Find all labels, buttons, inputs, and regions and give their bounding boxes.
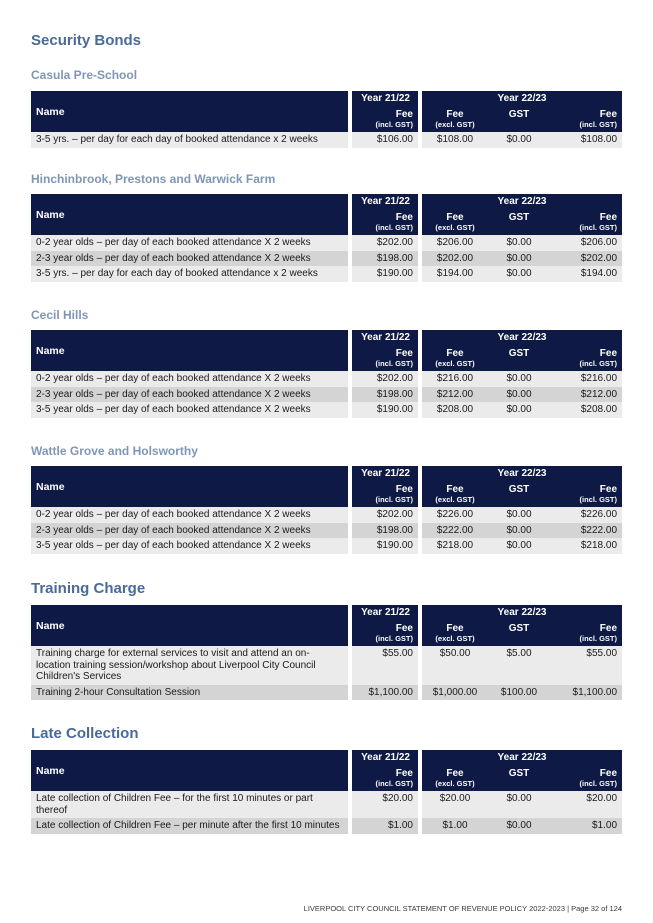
incl-gst-label: (incl. GST) (550, 779, 622, 791)
fee-excl-header: Fee (422, 345, 488, 359)
table-row (31, 387, 622, 403)
fee-description: 2-3 year olds – per day of each booked attendance X 2 weeks (31, 251, 348, 267)
fee-table-training (31, 605, 622, 700)
year-curr-header: Year 22/23 (422, 605, 622, 620)
fee-prev-header: Fee (352, 345, 418, 359)
fee-excl-gst: $208.00 (422, 402, 488, 418)
incl-gst-label: (incl. GST) (352, 223, 418, 235)
fee-incl-gst: $108.00 (550, 132, 622, 148)
fee-excl-header: Fee (422, 620, 488, 634)
gst-header: GST (488, 620, 550, 634)
subtitle-casula: Casula Pre-School (31, 68, 138, 82)
gst-amount: $0.00 (488, 818, 550, 834)
gst-header: GST (488, 106, 550, 120)
gst-amount: $5.00 (488, 646, 550, 685)
gst-amount: $0.00 (488, 507, 550, 523)
table-row (31, 791, 622, 818)
gst-header: GST (488, 209, 550, 223)
excl-gst-label: (excl. GST) (422, 120, 488, 132)
fee-description: 3-5 year olds – per day of each booked attendance X 2 weeks (31, 538, 348, 554)
gst-amount: $0.00 (488, 132, 550, 148)
fee-prev-incl-gst: $190.00 (352, 538, 418, 554)
fee-prev-incl-gst: $190.00 (352, 266, 418, 282)
fee-incl-gst: $194.00 (550, 266, 622, 282)
table-row (31, 371, 622, 387)
name-column-header: Name (31, 330, 348, 371)
fee-excl-gst: $216.00 (422, 371, 488, 387)
fee-excl-gst: $1,000.00 (422, 685, 488, 701)
fee-prev-incl-gst: $106.00 (352, 132, 418, 148)
gst-amount: $0.00 (488, 266, 550, 282)
table-row (31, 235, 622, 251)
gst-amount: $0.00 (488, 538, 550, 554)
fee-prev-incl-gst: $20.00 (352, 791, 418, 818)
excl-gst-label: (excl. GST) (422, 779, 488, 791)
incl-gst-label: (incl. GST) (352, 359, 418, 371)
fee-table-late-collection (31, 750, 622, 834)
fee-incl-gst: $1,100.00 (550, 685, 622, 701)
year-prev-header: Year 21/22 (352, 194, 418, 209)
excl-gst-label: (excl. GST) (422, 223, 488, 235)
fee-table-wattle-grove (31, 466, 622, 554)
fee-table-casula (31, 91, 622, 148)
fee-excl-gst: $222.00 (422, 523, 488, 539)
fee-excl-gst: $1.00 (422, 818, 488, 834)
fee-description: 0-2 year olds – per day of each booked attendance X 2 weeks (31, 371, 348, 387)
fee-incl-gst: $218.00 (550, 538, 622, 554)
fee-description: Training charge for external services to visit and attend an on-location training session/workshop about Liverpool City Council Children's Services (31, 646, 348, 685)
fee-incl-gst: $222.00 (550, 523, 622, 539)
fee-excl-gst: $226.00 (422, 507, 488, 523)
fee-incl-header: Fee (550, 106, 622, 120)
incl-gst-label: (incl. GST) (550, 120, 622, 132)
table-row (31, 818, 622, 834)
incl-gst-label: (incl. GST) (550, 359, 622, 371)
fee-description: Training 2-hour Consultation Session (31, 685, 348, 701)
table-row (31, 251, 622, 267)
gst-amount: $0.00 (488, 402, 550, 418)
year-curr-header: Year 22/23 (422, 330, 622, 345)
incl-gst-label: (incl. GST) (352, 120, 418, 132)
fee-incl-gst: $208.00 (550, 402, 622, 418)
fee-excl-gst: $20.00 (422, 791, 488, 818)
gst-sub-label (488, 779, 550, 791)
fee-excl-gst: $108.00 (422, 132, 488, 148)
fee-excl-header: Fee (422, 106, 488, 120)
fee-excl-gst: $50.00 (422, 646, 488, 685)
year-curr-header: Year 22/23 (422, 194, 622, 209)
fee-incl-gst: $226.00 (550, 507, 622, 523)
table-row (31, 507, 622, 523)
gst-amount: $0.00 (488, 523, 550, 539)
fee-incl-header: Fee (550, 345, 622, 359)
fee-excl-header: Fee (422, 765, 488, 779)
fee-incl-header: Fee (550, 765, 622, 779)
fee-description: 3-5 year olds – per day of each booked attendance X 2 weeks (31, 402, 348, 418)
incl-gst-label: (incl. GST) (352, 495, 418, 507)
section-title-training-charge: Training Charge (31, 580, 146, 597)
fee-incl-header: Fee (550, 209, 622, 223)
subtitle-cecil-hills: Cecil Hills (31, 308, 89, 322)
year-curr-header: Year 22/23 (422, 466, 622, 481)
name-column-header: Name (31, 466, 348, 507)
gst-amount: $0.00 (488, 791, 550, 818)
year-prev-header: Year 21/22 (352, 330, 418, 345)
table-row (31, 266, 622, 282)
fee-excl-gst: $218.00 (422, 538, 488, 554)
fee-prev-incl-gst: $55.00 (352, 646, 418, 685)
fee-prev-incl-gst: $202.00 (352, 507, 418, 523)
fee-prev-incl-gst: $198.00 (352, 523, 418, 539)
excl-gst-label: (excl. GST) (422, 634, 488, 646)
fee-excl-gst: $206.00 (422, 235, 488, 251)
gst-header: GST (488, 345, 550, 359)
fee-table-cecil-hills (31, 330, 622, 418)
subtitle-wattle-grove: Wattle Grove and Holsworthy (31, 444, 198, 458)
fee-prev-header: Fee (352, 620, 418, 634)
table-row (31, 402, 622, 418)
year-prev-header: Year 21/22 (352, 605, 418, 620)
fee-excl-gst: $194.00 (422, 266, 488, 282)
table-row (31, 538, 622, 554)
section-title-late-collection: Late Collection (31, 725, 139, 742)
name-column-header: Name (31, 750, 348, 791)
fee-prev-incl-gst: $1.00 (352, 818, 418, 834)
fee-table-hinchinbrook (31, 194, 622, 282)
name-column-header: Name (31, 194, 348, 235)
fee-description: 2-3 year olds – per day of each booked attendance X 2 weeks (31, 387, 348, 403)
fee-excl-gst: $212.00 (422, 387, 488, 403)
fee-incl-gst: $55.00 (550, 646, 622, 685)
fee-excl-header: Fee (422, 209, 488, 223)
table-row (31, 685, 622, 701)
fee-incl-gst: $206.00 (550, 235, 622, 251)
incl-gst-label: (incl. GST) (352, 634, 418, 646)
excl-gst-label: (excl. GST) (422, 495, 488, 507)
page-footer: LIVERPOOL CITY COUNCIL STATEMENT OF REVENUE POLICY 2022-2023 | Page 32 of 124 (303, 904, 622, 913)
name-column-header: Name (31, 605, 348, 646)
gst-header: GST (488, 765, 550, 779)
gst-sub-label (488, 634, 550, 646)
table-row (31, 646, 622, 685)
year-prev-header: Year 21/22 (352, 91, 418, 106)
fee-description: 3-5 yrs. – per day for each day of booked attendance x 2 weeks (31, 266, 348, 282)
fee-prev-incl-gst: $202.00 (352, 371, 418, 387)
gst-sub-label (488, 495, 550, 507)
incl-gst-label: (incl. GST) (550, 495, 622, 507)
fee-description: Late collection of Children Fee – for the first 10 minutes or part thereof (31, 791, 348, 818)
fee-prev-incl-gst: $198.00 (352, 387, 418, 403)
gst-amount: $0.00 (488, 251, 550, 267)
year-curr-header: Year 22/23 (422, 91, 622, 106)
table-row (31, 132, 622, 148)
gst-amount: $100.00 (488, 685, 550, 701)
table-row (31, 523, 622, 539)
gst-amount: $0.00 (488, 371, 550, 387)
fee-incl-gst: $1.00 (550, 818, 622, 834)
fee-prev-header: Fee (352, 481, 418, 495)
incl-gst-label: (incl. GST) (550, 634, 622, 646)
year-prev-header: Year 21/22 (352, 466, 418, 481)
fee-prev-header: Fee (352, 106, 418, 120)
incl-gst-label: (incl. GST) (550, 223, 622, 235)
fee-incl-gst: $212.00 (550, 387, 622, 403)
fee-description: 0-2 year olds – per day of each booked attendance X 2 weeks (31, 235, 348, 251)
incl-gst-label: (incl. GST) (352, 779, 418, 791)
section-title-security-bonds: Security Bonds (31, 32, 142, 49)
fee-incl-gst: $20.00 (550, 791, 622, 818)
fee-prev-header: Fee (352, 765, 418, 779)
fee-description: 2-3 year olds – per day of each booked attendance X 2 weeks (31, 523, 348, 539)
year-prev-header: Year 21/22 (352, 750, 418, 765)
gst-sub-label (488, 120, 550, 132)
gst-sub-label (488, 223, 550, 235)
fee-description: 3-5 yrs. – per day for each day of booked attendance x 2 weeks (31, 132, 348, 148)
fee-prev-incl-gst: $198.00 (352, 251, 418, 267)
fee-prev-header: Fee (352, 209, 418, 223)
fee-incl-gst: $216.00 (550, 371, 622, 387)
fee-description: 0-2 year olds – per day of each booked attendance X 2 weeks (31, 507, 348, 523)
fee-prev-incl-gst: $190.00 (352, 402, 418, 418)
fee-incl-header: Fee (550, 481, 622, 495)
fee-prev-incl-gst: $1,100.00 (352, 685, 418, 701)
fee-excl-gst: $202.00 (422, 251, 488, 267)
name-column-header: Name (31, 91, 348, 132)
fee-incl-gst: $202.00 (550, 251, 622, 267)
fee-excl-header: Fee (422, 481, 488, 495)
fee-description: Late collection of Children Fee – per minute after the first 10 minutes (31, 818, 348, 834)
gst-amount: $0.00 (488, 387, 550, 403)
subtitle-hinchinbrook: Hinchinbrook, Prestons and Warwick Farm (31, 172, 276, 186)
gst-header: GST (488, 481, 550, 495)
fee-prev-incl-gst: $202.00 (352, 235, 418, 251)
gst-amount: $0.00 (488, 235, 550, 251)
excl-gst-label: (excl. GST) (422, 359, 488, 371)
fee-incl-header: Fee (550, 620, 622, 634)
gst-sub-label (488, 359, 550, 371)
year-curr-header: Year 22/23 (422, 750, 622, 765)
